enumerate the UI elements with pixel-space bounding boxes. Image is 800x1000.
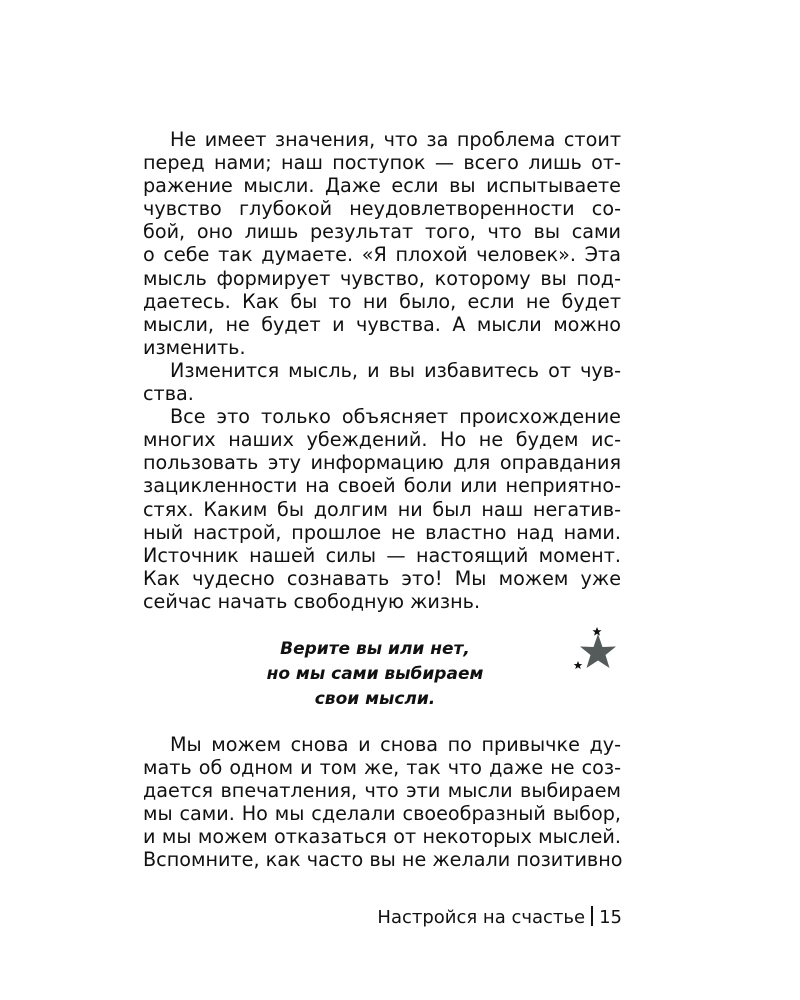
large-star-icon [580,634,616,668]
text-line: перед нами; наш поступок — всего лишь от- [143,151,621,175]
text-line: бой, оно лишь результат того, что вы сами [143,220,621,244]
main-text-top [143,128,621,613]
small-star-icon [574,661,583,669]
text-line: мысль формирует чувство, которому вы под- [143,266,621,290]
text-line: зацикленности на своей боли или неприятно- [143,474,621,498]
text-line: о себе так думаете. «Я плохой человек». Эта [143,243,621,267]
text-line: Изменится мысль, и вы избавитесь от чув- [170,358,621,382]
text-line: Все это только объясняет происхождение [170,405,621,429]
text-line: многих наших убеждений. Но не будем ис- [143,428,621,452]
text-line: чувство глубокой неудовлетворенности со- [143,197,621,221]
text-line: сейчас начать свободную жизнь. [143,589,481,613]
text-line: ный настрой, прошлое не властно над нами. [143,520,621,544]
quote-line: свои мысли. [314,689,436,709]
stars-icon [566,624,622,676]
main-text-bottom [143,733,621,872]
text-line: ства. [143,382,194,406]
pull-quote [230,637,520,712]
page-number: 15 [599,907,622,928]
text-line: Вспомните, как часто вы не желали позитивно [143,848,623,872]
text-line: Мы можем снова и снова по привычке ду- [170,733,621,756]
text-line: Источник нашей силы — настоящий момент. [143,543,621,567]
quote-line: но мы сами выбираем [266,664,484,684]
text-line: Не имеет значения, что за проблема стоит [170,128,621,151]
text-line: ражение мысли. Даже если вы испытываете [143,174,621,198]
quote-line: Верите вы или нет, [280,639,470,659]
text-line: мы сами. Но мы сделали своеобразный выбор, [143,802,621,826]
small-star-icon [593,627,602,636]
text-line: даетесь. Как бы то ни было, если не будет [143,289,621,313]
text-line: и мы можем отказаться от некоторых мыслей. [143,825,621,849]
page-footer [377,906,622,929]
text-line: дается впечатления, что эти мысли выбираем [143,779,621,803]
footer-divider [591,906,593,926]
text-line: изменить. [143,335,246,359]
text-line: стях. Каким бы долгим ни был наш негатив- [143,497,621,521]
text-line: Как чудесно сознавать это! Мы можем уже [143,566,621,590]
text-line: пользовать эту информацию для оправдания [143,451,621,475]
text-line: мать об одном и том же, так что даже не соз- [143,756,621,780]
running-title: Настройся на счастье [377,907,586,928]
text-line: мысли, не будет и чувства. А мысли можно [143,312,621,336]
